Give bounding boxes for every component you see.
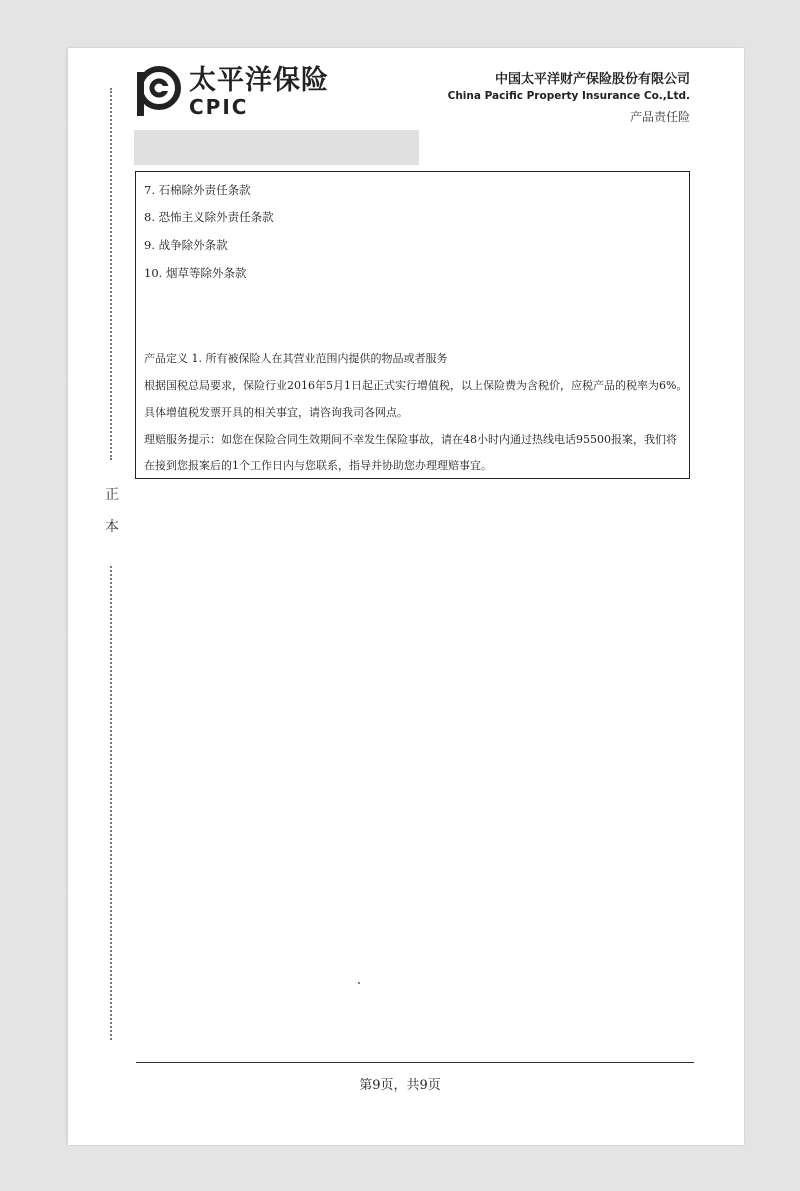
vat-notice: 根据国税总局要求，保险行业2016年5月1日起正式实行增值税，以上保险费为含税价，应税产品的税率为6%。 [144, 379, 688, 392]
cpic-logo-icon [133, 64, 181, 120]
clauses-box [135, 171, 690, 479]
company-name-cn: 中国太平洋财产保险股份有限公司 [494, 72, 690, 87]
claims-service-tip: 理赔服务提示：如您在保险合同生效期间不幸发生保险事故，请在48小时内通过热线电话95500报案，我们将 [144, 433, 677, 446]
binding-dotted-line-top [110, 88, 112, 460]
binding-char-zheng: 正 [105, 487, 119, 503]
company-name-block [448, 68, 690, 102]
page-number: 第9页，共9页 [359, 1078, 441, 1093]
claims-service-tip-cont: 在接到您报案后的1个工作日内与您联系，指导并协助您办理理赔事宜。 [144, 459, 492, 472]
footer-divider [136, 1062, 694, 1063]
exclusion-item: 10. 烟草等除外条款 [144, 266, 247, 280]
exclusion-item: 8. 恐怖主义除外责任条款 [144, 210, 274, 224]
binding-dotted-line-bottom [110, 566, 112, 1040]
company-name-en: China Pacific Property Insurance Co.,Ltd. [447, 90, 690, 102]
vat-invoice-notice: 具体增值税发票开具的相关事宜，请咨询我司各网点。 [144, 406, 408, 419]
binding-char-ben: 本 [105, 519, 119, 535]
exclusion-item: 7. 石棉除外责任条款 [144, 183, 251, 197]
cpic-logo [133, 64, 329, 120]
product-definition: 产品定义 1. 所有被保险人在其营业范围内提供的物品或者服务 [144, 352, 448, 365]
redacted-bar [134, 130, 419, 165]
product-type-label: 产品责任险 [629, 110, 690, 124]
scan-speck [358, 982, 360, 984]
logo-chinese-name: 太平洋保险 [189, 65, 329, 96]
exclusion-item: 9. 战争除外条款 [144, 238, 228, 252]
logo-english-name: CPIC [189, 95, 249, 119]
